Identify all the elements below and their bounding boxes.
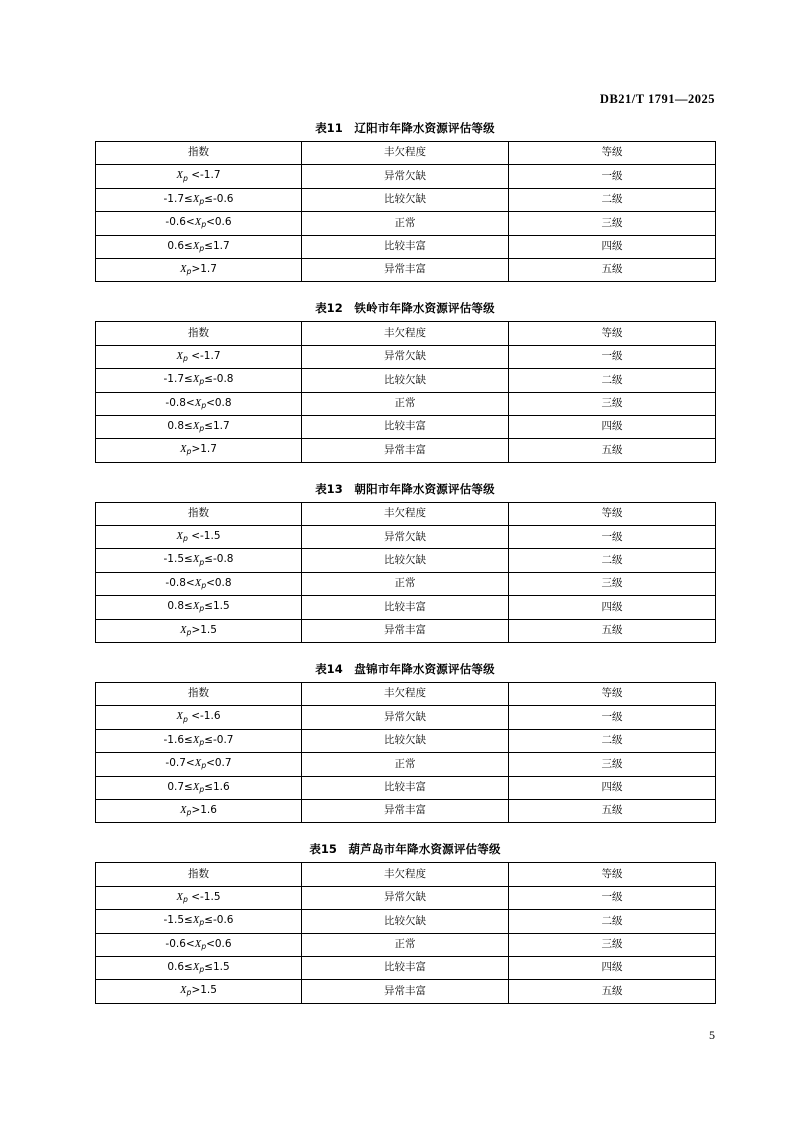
index-cell: $X_p>1.6$ (96, 799, 302, 822)
table-row (96, 188, 716, 211)
page-number: 5 (709, 1028, 715, 1042)
index-cell: $X_p <-1.5$ (96, 526, 302, 549)
index-cell: $0.7\le X_p\le 1.6$ (96, 776, 302, 799)
grade-cell: 三级 (509, 212, 716, 235)
grade-table (95, 862, 716, 1003)
grade-cell: 一级 (509, 706, 716, 729)
grade-cell: 三级 (509, 933, 716, 956)
table-caption-text: 铁岭市年降水资源评估等级 (354, 301, 495, 316)
table-row (96, 415, 716, 438)
table-row (96, 799, 716, 822)
tables-container (95, 120, 715, 1004)
column-header: 等级 (509, 322, 716, 345)
column-header: 指数 (96, 142, 302, 165)
table-row (96, 596, 716, 619)
grade-cell: 一级 (509, 345, 716, 368)
index-cell: $X_p <-1.7$ (96, 345, 302, 368)
grade-cell: 一级 (509, 165, 716, 188)
column-header: 丰欠程度 (302, 322, 509, 345)
table-row (96, 212, 716, 235)
table-row (96, 572, 716, 595)
table-row (96, 886, 716, 909)
index-cell: $X_p>1.5$ (96, 980, 302, 1003)
table-caption (95, 481, 715, 497)
table-header-row (96, 322, 716, 345)
degree-cell: 正常 (302, 392, 509, 415)
index-cell: $0.8\le X_p\le 1.7$ (96, 415, 302, 438)
table-header-row (96, 142, 716, 165)
table-caption-number: 表13 (315, 481, 343, 496)
degree-cell: 正常 (302, 933, 509, 956)
degree-cell: 异常欠缺 (302, 886, 509, 909)
table-row (96, 345, 716, 368)
grade-cell: 三级 (509, 392, 716, 415)
page-header-standard-code: DB21/T 1791—2025 (599, 92, 715, 106)
index-cell: $-0.7<X_p<0.7$ (96, 753, 302, 776)
table-header-row (96, 502, 716, 525)
grade-cell: 三级 (509, 572, 716, 595)
index-cell: $-0.8<X_p<0.8$ (96, 572, 302, 595)
degree-cell: 异常欠缺 (302, 165, 509, 188)
degree-cell: 异常丰富 (302, 799, 509, 822)
grade-cell: 五级 (509, 980, 716, 1003)
table-caption-text: 盘锦市年降水资源评估等级 (354, 662, 495, 677)
table-caption-number: 表14 (315, 662, 343, 677)
grade-cell: 一级 (509, 526, 716, 549)
table-row (96, 956, 716, 979)
column-header: 指数 (96, 683, 302, 706)
column-header: 指数 (96, 863, 302, 886)
table-row (96, 392, 716, 415)
grade-table (95, 321, 716, 462)
index-cell: $-0.6<X_p<0.6$ (96, 933, 302, 956)
grade-cell: 三级 (509, 753, 716, 776)
table-row (96, 776, 716, 799)
degree-cell: 比较欠缺 (302, 369, 509, 392)
grade-cell: 四级 (509, 776, 716, 799)
column-header: 丰欠程度 (302, 683, 509, 706)
column-header: 丰欠程度 (302, 502, 509, 525)
degree-cell: 异常欠缺 (302, 706, 509, 729)
table-caption (95, 120, 715, 136)
grade-cell: 五级 (509, 439, 716, 462)
index-cell: $-1.7\le X_p\le-0.8$ (96, 369, 302, 392)
degree-cell: 比较丰富 (302, 596, 509, 619)
grade-table (95, 141, 716, 282)
table-row (96, 235, 716, 258)
table-row (96, 706, 716, 729)
degree-cell: 比较欠缺 (302, 549, 509, 572)
degree-cell: 比较丰富 (302, 956, 509, 979)
table-caption (95, 661, 715, 677)
table-caption-number: 表15 (309, 842, 337, 857)
degree-cell: 比较丰富 (302, 235, 509, 258)
table-row (96, 165, 716, 188)
table-caption-text: 辽阳市年降水资源评估等级 (354, 121, 495, 135)
column-header: 等级 (509, 863, 716, 886)
page-content (95, 120, 715, 1022)
grade-cell: 四级 (509, 596, 716, 619)
table-row (96, 549, 716, 572)
degree-cell: 异常丰富 (302, 258, 509, 281)
grade-cell: 二级 (509, 369, 716, 392)
table-caption-number: 表12 (315, 301, 343, 316)
table-row (96, 369, 716, 392)
grade-cell: 二级 (509, 910, 716, 933)
degree-cell: 正常 (302, 212, 509, 235)
table-caption (95, 300, 715, 316)
degree-cell: 比较欠缺 (302, 729, 509, 752)
index-cell: $-1.7\le X_p\le-0.6$ (96, 188, 302, 211)
degree-cell: 异常丰富 (302, 439, 509, 462)
degree-cell: 正常 (302, 753, 509, 776)
column-header: 等级 (509, 502, 716, 525)
degree-cell: 比较欠缺 (302, 910, 509, 933)
grade-cell: 四级 (509, 415, 716, 438)
index-cell: $-1.5\le X_p\le-0.8$ (96, 549, 302, 572)
grade-cell: 五级 (509, 619, 716, 642)
index-cell: $-1.6\le X_p\le-0.7$ (96, 729, 302, 752)
index-cell: $X_p <-1.6$ (96, 706, 302, 729)
table-row (96, 753, 716, 776)
table-caption (95, 841, 715, 857)
index-cell: $X_p <-1.7$ (96, 165, 302, 188)
index-cell: $X_p>1.5$ (96, 619, 302, 642)
column-header: 指数 (96, 502, 302, 525)
table-header-row (96, 863, 716, 886)
grade-cell: 四级 (509, 956, 716, 979)
table-row (96, 526, 716, 549)
index-cell: $-0.6<X_p<0.6$ (96, 212, 302, 235)
grade-cell: 一级 (509, 886, 716, 909)
grade-table (95, 502, 716, 643)
column-header: 丰欠程度 (302, 863, 509, 886)
degree-cell: 异常欠缺 (302, 526, 509, 549)
column-header: 等级 (509, 142, 716, 165)
index-cell: $-1.5\le X_p\le-0.6$ (96, 910, 302, 933)
degree-cell: 异常欠缺 (302, 345, 509, 368)
column-header: 丰欠程度 (302, 142, 509, 165)
column-header: 等级 (509, 683, 716, 706)
grade-cell: 四级 (509, 235, 716, 258)
degree-cell: 比较欠缺 (302, 188, 509, 211)
grade-cell: 二级 (509, 188, 716, 211)
grade-table (95, 682, 716, 823)
table-row (96, 980, 716, 1003)
table-caption-number: 表11 (315, 121, 343, 135)
index-cell: $0.6\le X_p\le 1.7$ (96, 235, 302, 258)
column-header: 指数 (96, 322, 302, 345)
grade-cell: 五级 (509, 799, 716, 822)
table-row (96, 439, 716, 462)
table-caption-text: 葫芦岛市年降水资源评估等级 (348, 842, 501, 857)
degree-cell: 比较丰富 (302, 415, 509, 438)
table-row (96, 910, 716, 933)
grade-cell: 二级 (509, 549, 716, 572)
index-cell: $0.8\le X_p\le 1.5$ (96, 596, 302, 619)
degree-cell: 正常 (302, 572, 509, 595)
table-header-row (96, 683, 716, 706)
degree-cell: 比较丰富 (302, 776, 509, 799)
table-row (96, 729, 716, 752)
degree-cell: 异常丰富 (302, 980, 509, 1003)
degree-cell: 异常丰富 (302, 619, 509, 642)
table-caption-text: 朝阳市年降水资源评估等级 (354, 481, 495, 496)
grade-cell: 五级 (509, 258, 716, 281)
index-cell: $0.6\le X_p\le 1.5$ (96, 956, 302, 979)
grade-cell: 二级 (509, 729, 716, 752)
index-cell: $X_p>1.7$ (96, 439, 302, 462)
index-cell: $X_p <-1.5$ (96, 886, 302, 909)
index-cell: $-0.8<X_p<0.8$ (96, 392, 302, 415)
table-row (96, 258, 716, 281)
index-cell: $X_p>1.7$ (96, 258, 302, 281)
table-row (96, 933, 716, 956)
table-row (96, 619, 716, 642)
